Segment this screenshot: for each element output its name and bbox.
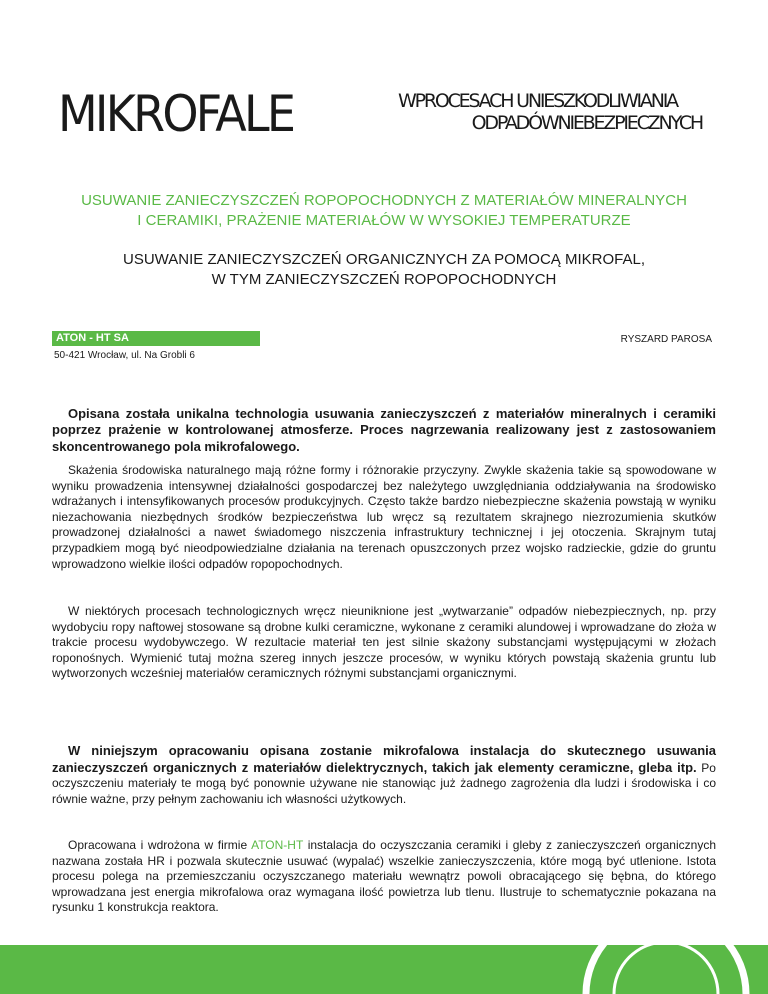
body-paragraph-2: W niektórych procesach technologicznych wręcz nieuniknione jest „wytwarzanie” odpadów niebezpiecznych, np. przy wydobyciu ropy naftowej stosowane są drobne kulki ceramiczne, wykonane z ceramiki alundowej i wprowadzane do złoża w trakcie procesu wydobywczego. W rezultacie materiał ten jest silnie skażony substancjami występującymi w złożach roponośnych. Wymienić tutaj można szereg innych jeszcze procesów, w wyniku których powstają skażenia gruntu lub wytworzonych wcześniej materiałów ceramicznych różnymi substancjami organicznymi. (52, 604, 716, 681)
body-paragraph-3-bold: W niniejszym opracowaniu opisana zostanie mikrofalowa instalacja do skutecznego usuwania zanieczyszczeń organicznych z materiałów dielektrycznych, takich jak elementy ceramiczne, gleba itp. (52, 743, 716, 775)
company-highlight: ATON-HT (251, 838, 304, 852)
body-paragraph-4-rest: instalacja do oczyszczania ceramiki i gleby z zanieczyszczeń organicznych nazwana została HR i pozwala skutecznie usuwać (wypalać) wszelkie zanieczyszczenia, które mogą być utlenione. Istota procesu polega na przemieszczaniu oczyszczanego materiału wewnątrz powoli obracającego się bębna, do którego wprowadzana jest energia mikrofalowa oraz wymagana ilość powietrza lub tlenu. Ilustruje to schematycznie pokazana na rysunku 1 konstrukcja reaktora. (52, 838, 716, 915)
header (58, 84, 718, 144)
green-headline-line-2: I CERAMIKI, PRAŻENIE MATERIAŁÓW W WYSOKIEJ TEMPERATURZE (137, 212, 631, 229)
page-title: MIKROFALE (58, 85, 294, 143)
page-subtitle (394, 90, 714, 134)
author-name: RYSZARD PAROSA (620, 334, 712, 345)
body-paragraph-1: Skażenia środowiska naturalnego mają różne formy i różnorakie przyczyny. Zwykle skażenia takie są spowodowane w wyniku prowadzenia intensywnej działalności gospodarczej bez należytego uwzględniania oddziaływania na środowisko wdrażanych i intensyfikowanych procesów produkcyjnych. Często także bardzo niebezpieczne skażenia powstają w wyniku niezachowania niezbędnych środków bezpieczeństwa lub wręcz są rezultatem skrajnego niezrozumienia skutków prowadzonej działalności a nawet świadomego niszczenia infrastruktury technicznej i jej otoczenia. Skrajnym tutaj przypadkiem mogą być nieodpowiedzialne działania na terenach opuszczonych przez wojsko radzieckie, gdzie do gruntu wprowadzono wielkie ilości odpadów ropopochodnych. (52, 463, 716, 571)
article-headline-line-2: W TYM ZANIECZYSZCZEŃ ROPOPOCHODNYCH (211, 271, 557, 288)
body-paragraph-3-rest: Po oczyszczeniu materiały te mogą być ponownie używane nie stanowiąc już żadnego zagrożenia dla ludzi i środowiska i co równie ważne, przy pełnym zachowaniu ich własności użytkowych. (52, 760, 716, 806)
green-headline (40, 191, 728, 231)
subtitle-line-1: WPROCESACH UNIESZKODLIWIANIA (398, 90, 677, 112)
body-paragraph-3 (52, 743, 716, 807)
subtitle-line-2: ODPADÓWNIEBEZPIECZNYCH (471, 112, 702, 134)
lead-paragraph: Opisana została unikalna technologia usuwania zanieczyszczeń z materiałów mineralnych i ceramiki poprzez prażenie w kontrolowanej atmosferze. Proces nagrzewania realizowany jest z zastosowaniem skoncentrowanego pola mikrofalowego. (52, 406, 716, 454)
green-headline-line-1: USUWANIE ZANIECZYSZCZEŃ ROPOPOCHODNYCH Z MATERIAŁÓW MINERALNYCH (81, 192, 687, 209)
body-paragraph-4-start: Opracowana i wdrożona w firmie (68, 838, 252, 852)
article-headline (40, 250, 728, 290)
footer-arc-decoration (566, 902, 766, 994)
article-headline-line-1: USUWANIE ZANIECZYSZCZEŃ ORGANICZNYCH ZA POMOCĄ MIKROFAL, (123, 251, 645, 268)
company-address: 50-421 Wrocław, ul. Na Grobli 6 (54, 350, 195, 361)
company-name-bar: ATON - HT SA (52, 331, 260, 346)
